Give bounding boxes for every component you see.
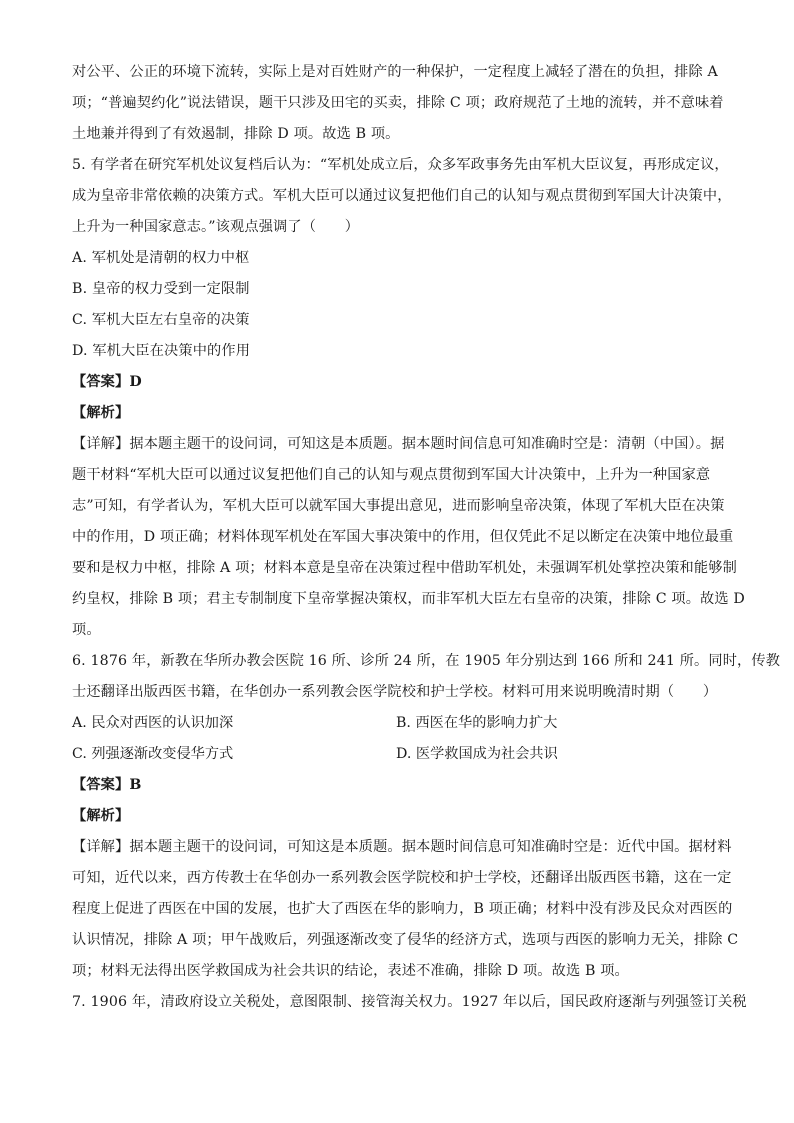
q5-option-b: B. 皇帝的权力受到一定限制: [72, 281, 250, 297]
q5-answer: 【答案】D: [72, 374, 142, 390]
q6-analysis-label: 【解析】: [72, 808, 130, 824]
q5-detail-line-4: 中的作用，D 项正确；材料体现军机处在军国大事决策中的作用，但仅凭此不足以断定在决策中地位最重: [72, 529, 734, 545]
q5-analysis-label: 【解析】: [72, 405, 130, 421]
q6-option-d: D. 医学救国成为社会共识: [396, 746, 558, 762]
q5-detail-line-3: 志”可知，有学者认为，军机大臣可以就军国大事提出意见，进而影响皇帝决策，体现了军机大臣在决策: [72, 498, 725, 514]
q6-options-row-1: [72, 713, 722, 733]
q5-option-c: C. 军机大臣左右皇帝的决策: [72, 312, 250, 328]
q7-stem-line-1: 7. 1906 年，清政府设立关税处，意图限制、接管海关权力。1927 年以后，国民政府逐渐与列强签订关税: [72, 994, 747, 1010]
q5-stem-line-1: 5. 有学者在研究军机处议复档后认为：“军机处成立后，众多军政事务先由军机大臣议复，再形成定议，: [72, 157, 729, 173]
intro-line-1: 对公平、公正的环境下流转，实际上是对百姓财产的一种保护，一定程度上减轻了潜在的负担，排除 A: [72, 64, 718, 80]
intro-line-2: 项；“普遍契约化”说法错误，题干只涉及田宅的买卖，排除 C 项；政府规范了土地的流转，并不意味着: [72, 95, 724, 111]
q5-detail-line-2: 题干材料“军机大臣可以通过议复把他们自己的认知与观点贯彻到军国大计决策中，上升为一种国家意: [72, 467, 711, 483]
q5-detail-line-7: 项。: [72, 622, 101, 638]
q6-detail-line-5: 项；材料无法得出医学救国成为社会共识的结论，表述不准确，排除 D 项。故选 B 项。: [72, 963, 629, 979]
q6-stem-line-2: 士还翻译出版西医书籍，在华创办一系列教会医学院校和护士学校。材料可用来说明晚清时期（ ）: [72, 684, 718, 700]
q6-answer: 【答案】B: [72, 777, 142, 793]
q6-option-a: A. 民众对西医的认识加深: [72, 715, 234, 731]
q5-option-a: A. 军机处是清朝的权力中枢: [72, 250, 250, 266]
intro-line-3: 土地兼并得到了有效遏制，排除 D 项。故选 B 项。: [72, 126, 400, 142]
q6-detail-line-4: 认识情况，排除 A 项；甲午战败后，列强逐渐改变了侵华的经济方式，选项与西医的影响力无关，排除 C: [72, 932, 739, 948]
q5-stem-line-3: 上升为一种国家意志。”该观点强调了（ ）: [72, 219, 360, 235]
q6-options-row-2: [72, 744, 722, 764]
q5-detail-line-5: 要和是权力中枢，排除 A 项；材料本意是皇帝在决策过程中借助军机处，未强调军机处掌控决策和能够制: [72, 560, 737, 576]
q6-option-b: B. 西医在华的影响力扩大: [396, 715, 558, 731]
q5-detail-line-1: 【详解】据本题主题干的设问词，可知这是本质题。据本题时间信息可知准确时空是：清朝（中国）。据: [72, 436, 725, 452]
q6-option-c: C. 列强逐渐改变侵华方式: [72, 746, 234, 762]
q5-detail-line-6: 约皇权，排除 B 项；君主专制制度下皇帝掌握决策权，而非军机大臣左右皇帝的决策，排除 C 项。故选 D: [72, 591, 745, 607]
q6-detail-line-2: 可知，近代以来，西方传教士在华创办一系列教会医学院校和护士学校，还翻译出版西医书籍，这在一定: [72, 870, 732, 886]
q6-detail-line-1: 【详解】据本题主题干的设问词，可知这是本质题。据本题时间信息可知准确时空是：近代中国。据材料: [72, 839, 732, 855]
q6-detail-line-3: 程度上促进了西医在中国的发展，也扩大了西医在华的影响力，B 项正确；材料中没有涉及民众对西医的: [72, 901, 733, 917]
q5-stem-line-2: 成为皇帝非常依赖的决策方式。军机大臣可以通过议复把他们自己的认知与观点贯彻到军国大计决策中，: [72, 188, 732, 204]
q6-stem-line-1: 6. 1876 年，新教在华所办教会医院 16 所、诊所 24 所，在 1905 年分别达到 166 所和 241 所。同时，传教: [72, 653, 781, 669]
q5-option-d: D. 军机大臣在决策中的作用: [72, 343, 251, 359]
